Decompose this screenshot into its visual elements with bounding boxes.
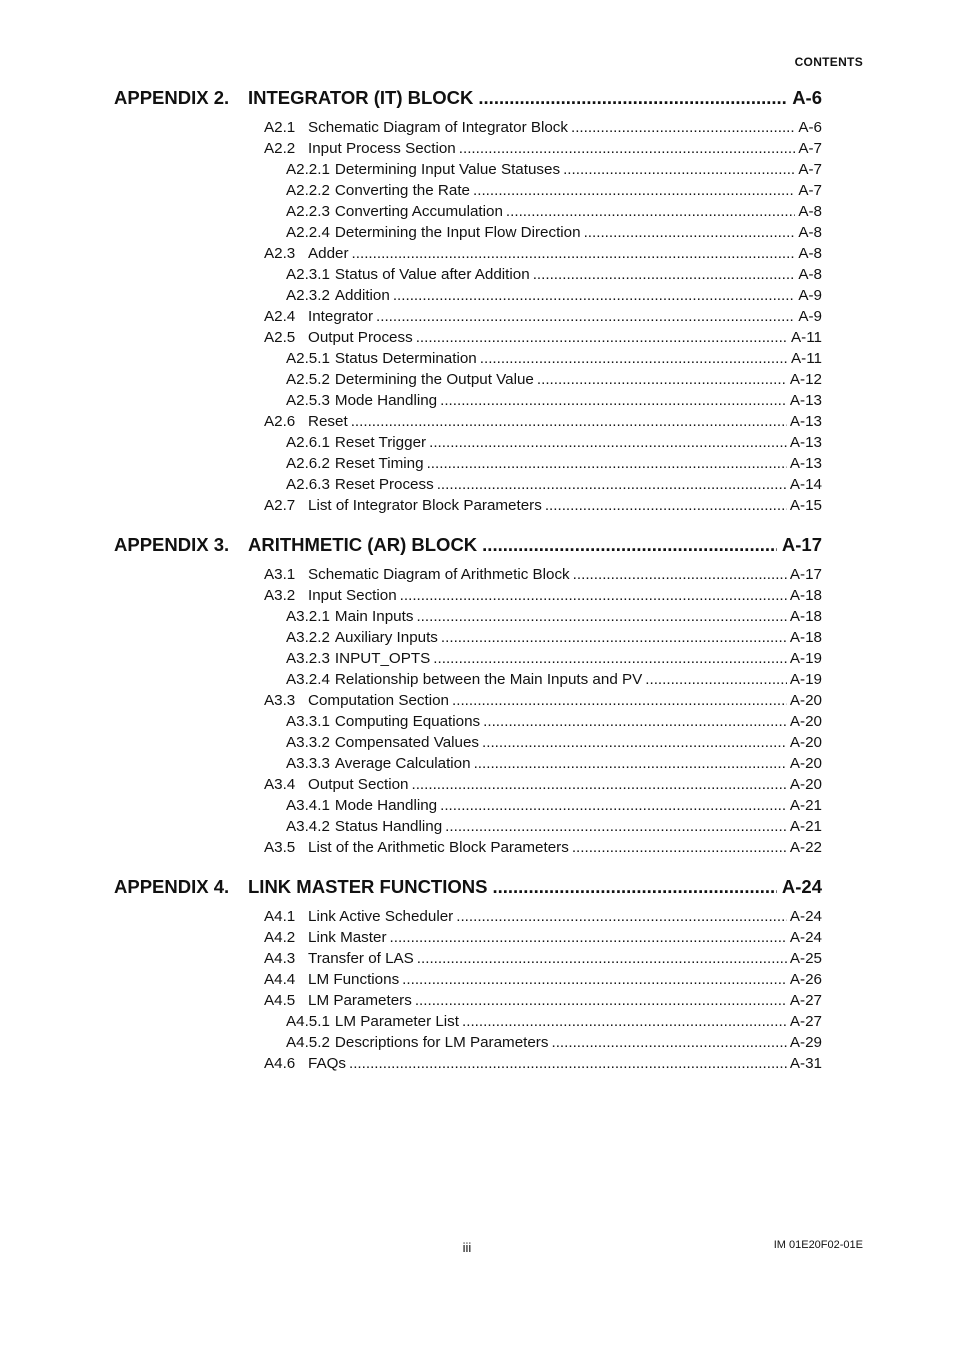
- entry-number: A2.6: [264, 413, 296, 430]
- entry-number: A2.2.4: [286, 224, 330, 241]
- entry-page: A-8: [798, 266, 822, 283]
- entry-number: A4.5.1: [286, 1013, 330, 1030]
- entry-title: Adder: [308, 245, 349, 262]
- toc-entry[interactable]: [114, 369, 822, 390]
- dot-leader: [473, 180, 795, 201]
- entry-page: A-24: [789, 908, 822, 925]
- entry-page: A-25: [789, 950, 822, 967]
- entry-number: A3.3.3: [286, 755, 330, 772]
- entry-title: Integrator: [308, 308, 374, 325]
- dot-leader: [545, 495, 787, 516]
- entry-title: Input Section: [308, 587, 397, 604]
- entry-title: Reset Trigger: [334, 434, 427, 451]
- entry-title: Status Determination: [334, 350, 477, 367]
- entry-page: A-27: [789, 1013, 822, 1030]
- toc-entry[interactable]: [114, 1032, 822, 1053]
- toc-entry[interactable]: [114, 948, 822, 969]
- entry-number: A2.1: [264, 119, 296, 136]
- entry-page: A-7: [798, 182, 822, 199]
- entry-number: A2.2.3: [286, 203, 330, 220]
- entry-title: Reset Timing: [334, 455, 424, 472]
- entry-title: Computing Equations: [334, 713, 481, 730]
- toc-entry[interactable]: [114, 306, 822, 327]
- entry-page: A-19: [789, 671, 822, 688]
- entry-page: A-8: [798, 203, 822, 220]
- dot-leader: [456, 906, 787, 927]
- dot-leader: [393, 285, 796, 306]
- toc-entry[interactable]: [114, 564, 822, 585]
- entry-page: A-8: [798, 224, 822, 241]
- dot-leader: [437, 474, 787, 495]
- entry-number: A3.4.1: [286, 797, 330, 814]
- entry-page: A-20: [789, 692, 822, 709]
- toc-entry[interactable]: [114, 927, 822, 948]
- dot-leader: [478, 84, 787, 112]
- toc-entry[interactable]: [114, 837, 822, 858]
- entry-number: A4.3: [264, 950, 296, 967]
- appendix-heading[interactable]: [114, 84, 822, 112]
- dot-leader: [537, 369, 787, 390]
- entry-title: Status of Value after Addition: [334, 266, 530, 283]
- toc-entry[interactable]: [114, 474, 822, 495]
- entry-title: Link Master: [308, 929, 387, 946]
- appendix-entries: [114, 906, 822, 1074]
- entry-page: A-20: [789, 755, 822, 772]
- dot-leader: [352, 243, 796, 264]
- entry-title: Determining the Input Flow Direction: [334, 224, 581, 241]
- toc-entry[interactable]: [114, 606, 822, 627]
- toc-entry[interactable]: [114, 990, 822, 1011]
- dot-leader: [584, 222, 796, 243]
- dot-leader: [400, 585, 787, 606]
- appendix-number: APPENDIX 4.: [114, 876, 230, 897]
- entry-title: List of the Arithmetic Block Parameters: [308, 839, 569, 856]
- entry-number: A4.6: [264, 1055, 296, 1072]
- dot-leader: [482, 531, 777, 559]
- dot-leader: [390, 927, 787, 948]
- dot-leader: [492, 873, 776, 901]
- entry-page: A-13: [789, 413, 822, 430]
- entry-number: A3.3.1: [286, 713, 330, 730]
- entry-title: Reset: [308, 413, 348, 430]
- entry-page: A-14: [789, 476, 822, 493]
- entry-number: A4.5: [264, 992, 296, 1009]
- entry-number: A3.4: [264, 776, 296, 793]
- entry-page: A-9: [798, 287, 822, 304]
- appendix-title: ARITHMETIC (AR) BLOCK: [248, 534, 478, 555]
- entry-title: Compensated Values: [334, 734, 480, 751]
- entry-title: Schematic Diagram of Integrator Block: [308, 119, 568, 136]
- toc-entry[interactable]: [114, 816, 822, 837]
- toc-entry[interactable]: [114, 432, 822, 453]
- toc-entry[interactable]: [114, 159, 822, 180]
- toc-entry[interactable]: [114, 390, 822, 411]
- appendix-page: A-24: [781, 876, 822, 897]
- appendix-number: APPENDIX 3.: [114, 534, 230, 555]
- entry-page: A-31: [789, 1055, 822, 1072]
- entry-page: A-7: [798, 161, 822, 178]
- dot-leader: [551, 1032, 786, 1053]
- entry-page: A-26: [789, 971, 822, 988]
- dot-leader: [474, 753, 787, 774]
- entry-number: A3.3: [264, 692, 296, 709]
- dot-leader: [459, 138, 796, 159]
- entry-title: Average Calculation: [334, 755, 471, 772]
- toc-entry[interactable]: [114, 669, 822, 690]
- entry-number: A2.6.3: [286, 476, 330, 493]
- entry-title: Input Process Section: [308, 140, 456, 157]
- entry-number: A3.2.4: [286, 671, 330, 688]
- entry-number: A3.3.2: [286, 734, 330, 751]
- table-of-contents: [114, 84, 822, 1074]
- entry-title: Output Process: [308, 329, 413, 346]
- entry-page: A-22: [789, 839, 822, 856]
- toc-entry[interactable]: [114, 327, 822, 348]
- entry-number: A3.2: [264, 587, 296, 604]
- entry-title: Link Active Scheduler: [308, 908, 454, 925]
- entry-title: Relationship between the Main Inputs and PV: [334, 671, 643, 688]
- entry-number: A2.6.2: [286, 455, 330, 472]
- dot-leader: [480, 348, 788, 369]
- entry-page: A-8: [798, 245, 822, 262]
- dot-leader: [416, 606, 786, 627]
- entry-number: A2.5: [264, 329, 296, 346]
- dot-leader: [483, 711, 787, 732]
- entry-title: Output Section: [308, 776, 409, 793]
- entry-page: A-13: [789, 455, 822, 472]
- dot-leader: [571, 117, 795, 138]
- toc-entry[interactable]: [114, 1011, 822, 1032]
- dot-leader: [402, 969, 787, 990]
- dot-leader: [572, 837, 787, 858]
- entry-page: A-15: [789, 497, 822, 514]
- entry-number: A4.1: [264, 908, 296, 925]
- entry-number: A2.3.1: [286, 266, 330, 283]
- dot-leader: [351, 411, 787, 432]
- toc-entry[interactable]: [114, 138, 822, 159]
- entry-page: A-13: [789, 434, 822, 451]
- toc-entry[interactable]: [114, 243, 822, 264]
- entry-page: A-21: [789, 818, 822, 835]
- appendix-heading[interactable]: [114, 873, 822, 901]
- entry-number: A2.3: [264, 245, 296, 262]
- entry-number: A2.5.2: [286, 371, 330, 388]
- toc-entry[interactable]: [114, 348, 822, 369]
- entry-title: Determining Input Value Statuses: [334, 161, 561, 178]
- entry-title: FAQs: [308, 1055, 346, 1072]
- entry-number: A2.2.1: [286, 161, 330, 178]
- entry-title: Transfer of LAS: [308, 950, 414, 967]
- entry-number: A4.5.2: [286, 1034, 330, 1051]
- toc-entry[interactable]: [114, 411, 822, 432]
- dot-leader: [645, 669, 787, 690]
- entry-number: A2.6.1: [286, 434, 330, 451]
- section-gap: [114, 858, 822, 873]
- entry-page: A-11: [791, 350, 822, 367]
- toc-entry[interactable]: [114, 627, 822, 648]
- entry-page: A-19: [789, 650, 822, 667]
- entry-number: A2.2.2: [286, 182, 330, 199]
- dot-leader: [533, 264, 796, 285]
- dot-leader: [445, 816, 787, 837]
- entry-number: A2.5.3: [286, 392, 330, 409]
- entry-page: A-6: [798, 119, 822, 136]
- entry-page: A-20: [789, 713, 822, 730]
- dot-leader: [573, 564, 787, 585]
- entry-number: A2.2: [264, 140, 296, 157]
- dot-leader: [482, 732, 787, 753]
- entry-number: A3.4.2: [286, 818, 330, 835]
- entry-number: A2.3.2: [286, 287, 330, 304]
- entry-number: A3.2.3: [286, 650, 330, 667]
- dot-leader: [427, 453, 787, 474]
- toc-entry[interactable]: [114, 648, 822, 669]
- toc-entry[interactable]: [114, 285, 822, 306]
- dot-leader: [462, 1011, 787, 1032]
- entry-title: INPUT_OPTS: [334, 650, 431, 667]
- entry-title: Determining the Output Value: [334, 371, 534, 388]
- toc-entry[interactable]: [114, 906, 822, 927]
- section-gap: [114, 516, 822, 531]
- entry-title: Converting the Rate: [334, 182, 471, 199]
- entry-page: A-27: [789, 992, 822, 1009]
- entry-number: A3.2.2: [286, 629, 330, 646]
- toc-entry[interactable]: [114, 117, 822, 138]
- entry-page: A-24: [789, 929, 822, 946]
- dot-leader: [376, 306, 795, 327]
- dot-leader: [411, 774, 786, 795]
- dot-leader: [417, 948, 787, 969]
- toc-entry[interactable]: [114, 969, 822, 990]
- toc-entry[interactable]: [114, 201, 822, 222]
- entry-page: A-20: [789, 734, 822, 751]
- entry-title: Schematic Diagram of Arithmetic Block: [308, 566, 570, 583]
- document-id: IM 01E20F02-01E: [773, 1239, 863, 1251]
- toc-entry[interactable]: [114, 264, 822, 285]
- entry-title: Reset Process: [334, 476, 434, 493]
- toc-entry[interactable]: [114, 585, 822, 606]
- entry-number: A2.5.1: [286, 350, 330, 367]
- dot-leader: [415, 990, 787, 1011]
- entry-page: A-18: [789, 587, 822, 604]
- toc-entry[interactable]: [114, 222, 822, 243]
- entry-title: Mode Handling: [334, 797, 438, 814]
- dot-leader: [440, 390, 787, 411]
- entry-page: A-21: [789, 797, 822, 814]
- entry-title: Descriptions for LM Parameters: [334, 1034, 549, 1051]
- entry-title: Main Inputs: [334, 608, 414, 625]
- running-header: CONTENTS: [794, 55, 863, 69]
- toc-entry[interactable]: [114, 180, 822, 201]
- entry-number: A3.2.1: [286, 608, 330, 625]
- toc-entry[interactable]: [114, 732, 822, 753]
- dot-leader: [440, 795, 787, 816]
- dot-leader: [429, 432, 787, 453]
- entry-title: Addition: [334, 287, 390, 304]
- entry-page: A-17: [789, 566, 822, 583]
- appendix-entries: [114, 564, 822, 858]
- dot-leader: [416, 327, 788, 348]
- entry-title: Auxiliary Inputs: [334, 629, 438, 646]
- toc-entry[interactable]: [114, 795, 822, 816]
- entry-page: A-29: [789, 1034, 822, 1051]
- entry-title: Status Handling: [334, 818, 443, 835]
- appendix-entries: [114, 117, 822, 516]
- toc-entry[interactable]: [114, 453, 822, 474]
- entry-number: A2.7: [264, 497, 296, 514]
- entry-page: A-13: [789, 392, 822, 409]
- entry-title: Computation Section: [308, 692, 449, 709]
- entry-page: A-9: [798, 308, 822, 325]
- appendix-page: A-6: [792, 87, 822, 108]
- appendix-title: LINK MASTER FUNCTIONS: [248, 876, 488, 897]
- entry-page: A-20: [789, 776, 822, 793]
- toc-entry[interactable]: [114, 690, 822, 711]
- entry-number: A3.5: [264, 839, 296, 856]
- appendix-heading[interactable]: [114, 531, 822, 559]
- dot-leader: [452, 690, 787, 711]
- entry-number: A2.4: [264, 308, 296, 325]
- dot-leader: [433, 648, 787, 669]
- entry-number: A4.4: [264, 971, 296, 988]
- entry-page: A-12: [789, 371, 822, 388]
- dot-leader: [441, 627, 787, 648]
- page-number: iii: [462, 1240, 472, 1255]
- dot-leader: [506, 201, 795, 222]
- dot-leader: [349, 1053, 787, 1074]
- toc-entry[interactable]: [114, 711, 822, 732]
- appendix-title: INTEGRATOR (IT) BLOCK: [248, 87, 474, 108]
- entry-title: LM Parameters: [308, 992, 412, 1009]
- entry-page: A-7: [798, 140, 822, 157]
- toc-entry[interactable]: [114, 753, 822, 774]
- toc-entry[interactable]: [114, 1053, 822, 1074]
- entry-title: Mode Handling: [334, 392, 438, 409]
- dot-leader: [563, 159, 795, 180]
- appendix-page: A-17: [781, 534, 822, 555]
- entry-title: List of Integrator Block Parameters: [308, 497, 542, 514]
- entry-number: A3.1: [264, 566, 296, 583]
- appendix-number: APPENDIX 2.: [114, 87, 230, 108]
- entry-title: LM Parameter List: [334, 1013, 459, 1030]
- entry-page: A-18: [789, 608, 822, 625]
- entry-title: LM Functions: [308, 971, 400, 988]
- entry-number: A4.2: [264, 929, 296, 946]
- entry-page: A-18: [789, 629, 822, 646]
- entry-title: Converting Accumulation: [334, 203, 503, 220]
- entry-page: A-11: [791, 329, 822, 346]
- toc-entry[interactable]: [114, 495, 822, 516]
- toc-entry[interactable]: [114, 774, 822, 795]
